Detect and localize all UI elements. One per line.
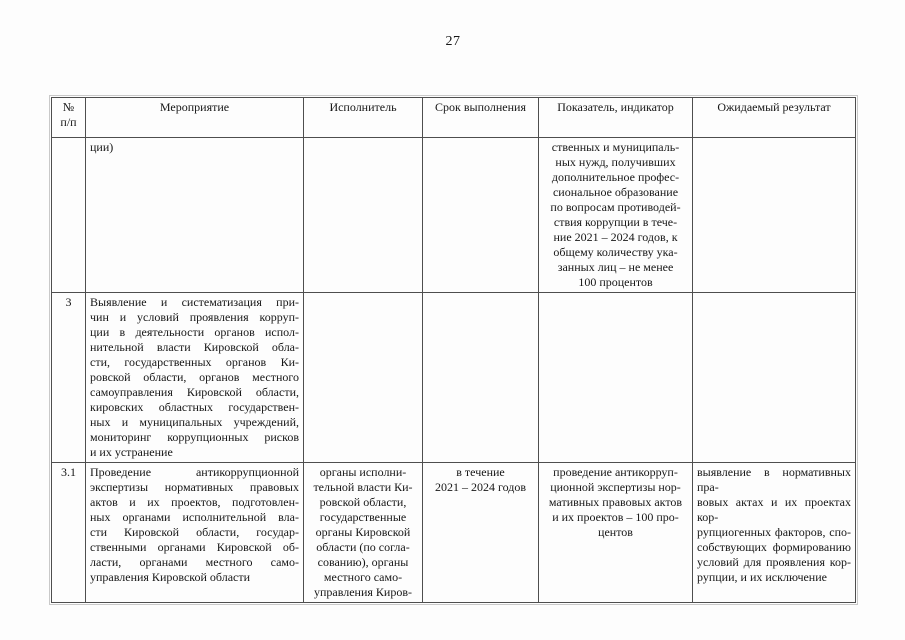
cell-num (52, 138, 86, 293)
cell-executor (304, 293, 423, 463)
cell-indicator: проведение антикорруп- ционной экспертизы нор- мативных правовых актов и их проектов – 100 про- центов (539, 463, 693, 603)
cell-result (693, 138, 856, 293)
cell-num: 3 (52, 293, 86, 463)
anticorruption-plan-table (51, 97, 856, 603)
header-num: № п/п (52, 98, 86, 138)
header-indicator: Показатель, индикатор (539, 98, 693, 138)
header-term: Срок выполнения (423, 98, 539, 138)
cell-measure: ции) (86, 138, 304, 293)
cell-term (423, 138, 539, 293)
page-number: 27 (445, 34, 461, 49)
cell-term: в течение 2021 – 2024 годов (423, 463, 539, 603)
cell-measure: Выявление и систематизация при- чин и условий проявления корруп- ции в деятельности органов испол- нительной власти Кировской обла- сти, государственных органов Ки- ровской области, органов местного самоуправления Кировской области, кировских областных государствен- ных и муниципальных учреждений, мониторинг коррупционных рисков и их устранение (86, 293, 304, 463)
cell-num: 3.1 (52, 463, 86, 603)
header-measure: Мероприятие (86, 98, 304, 138)
cell-indicator (539, 293, 693, 463)
header-result: Ожидаемый результат (693, 98, 856, 138)
table-row-3-1 (52, 463, 856, 603)
cell-result (693, 293, 856, 463)
cell-term (423, 293, 539, 463)
cell-measure: Проведение антикоррупционной экспертизы нормативных правовых актов и их проектов, подготовлен- ных органами исполнительной вла- сти Кировской области, государ- ственными органами Кировской об- ласти, органами местного само- управления Кировской области (86, 463, 304, 603)
cell-executor (304, 138, 423, 293)
table-header-row (52, 98, 856, 138)
header-executor: Исполнитель (304, 98, 423, 138)
table-row-3 (52, 293, 856, 463)
cell-indicator: ственных и муниципаль- ных нужд, получивших дополнительное профес- сиональное образование по вопросам противодей- ствия коррупции в тече- ние 2021 – 2024 годов, к общему количеству ука- занных лиц – не менее 100 процентов (539, 138, 693, 293)
cell-executor: органы исполни- тельной власти Ки- ровской области, государственные органы Кировской области (по согла- сованию), органы местного само- управления Киров- (304, 463, 423, 603)
table-row-continuation (52, 138, 856, 293)
cell-result: выявление в нормативных пра- вовых актах и их проектах кор- рупциогенных факторов, спо- собствующих формированию условий для проявления кор- рупции, и их исключение (693, 463, 856, 603)
